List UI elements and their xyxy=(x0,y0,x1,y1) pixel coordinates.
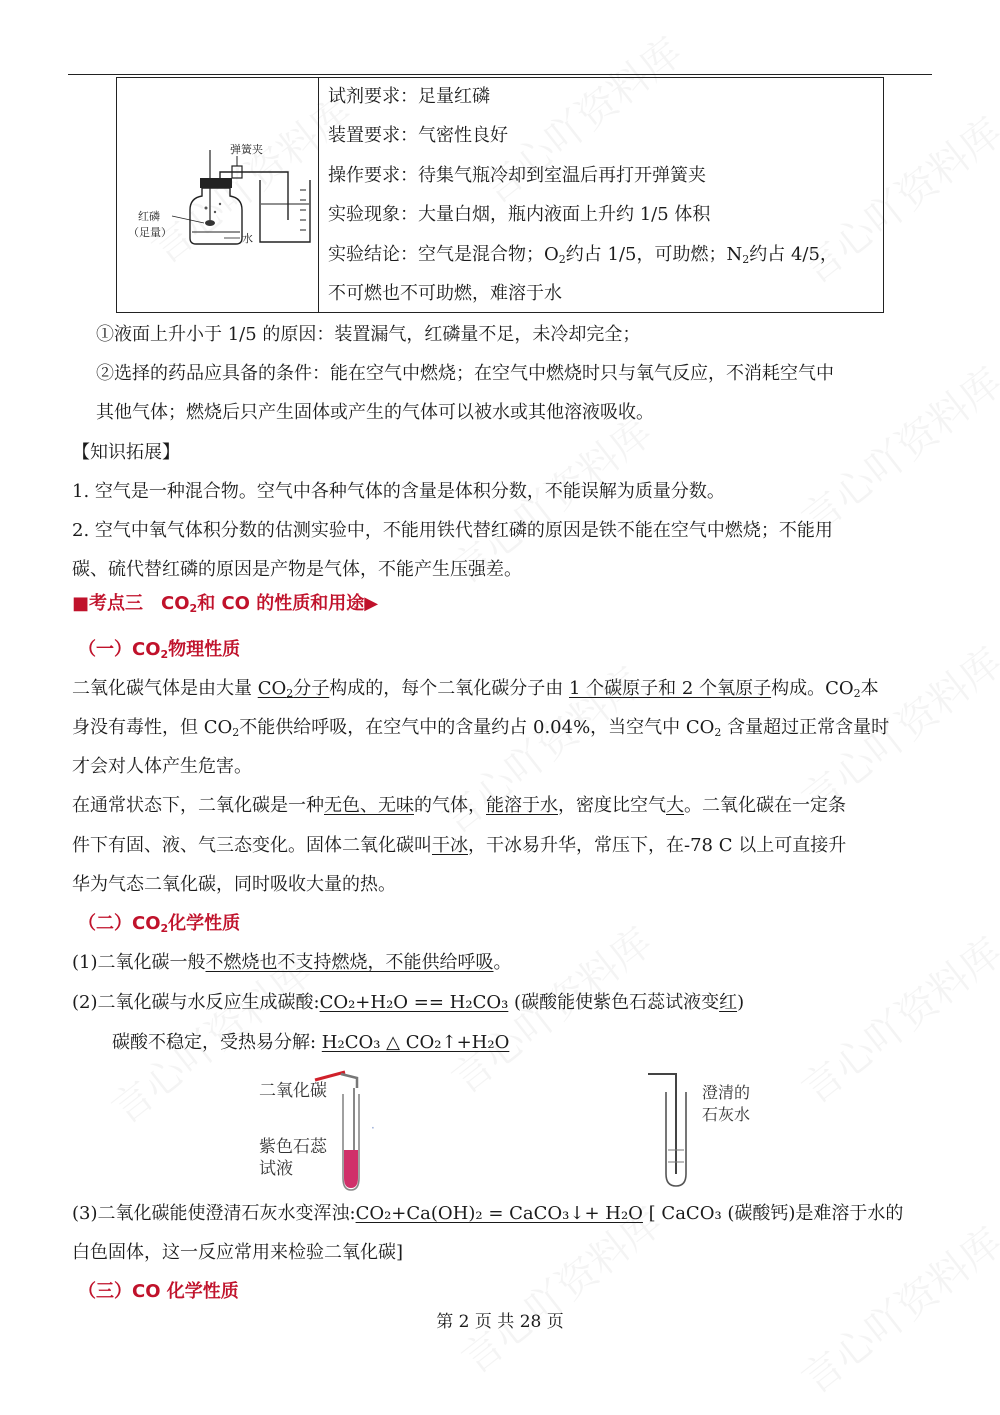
physical-para-line2: 身没有毒性，但 $CO_2$不能供给呼吸，在空气中的含量约占 0.04%，当空气中 $CO_2$ 含量超过正常含量时 xyxy=(72,717,890,739)
table-row-conclusion-cont: 不可燃也不可助燃，难溶于水 xyxy=(328,283,562,304)
table-divider xyxy=(318,77,319,313)
section-title: ■考点三 $CO_2$和 CO 的性质和用途▶ xyxy=(72,593,379,615)
note-1: ①液面上升小于 1/5 的原因：装置漏气，红磷量不足，未冷却完全； xyxy=(96,324,641,345)
table-row-reagent: 试剂要求：足量红磷 xyxy=(328,86,490,107)
physical-para2-line2: 件下有固、液、气三态变化。固体二氧化碳叫干冰，干冰易升华，常压下，在-78 C 以上可直接升 xyxy=(72,835,847,856)
knowledge-item-2-line1: 2. 空气中氧气体积分数的估测实验中，不能用铁代替红磷的原因是铁不能在空气中燃烧；不能用 xyxy=(72,520,833,541)
knowledge-heading: 【知识拓展】 xyxy=(72,442,180,463)
label-amount: （足量） xyxy=(128,226,172,239)
litmus-test-tube-figure xyxy=(255,1066,395,1196)
table-row-device: 装置要求：气密性良好 xyxy=(328,125,508,146)
physical-para2-line3: 华为气态二氧化碳，同时吸收大量的热。 xyxy=(72,874,396,895)
knowledge-item-2-line2: 碳、硫代替红磷的原因是产物是气体，不能产生压强差。 xyxy=(72,559,522,580)
chem-property-3-line2: 白色固体，这一反应常用来检验二氧化碳] xyxy=(72,1242,404,1263)
label-limewater: 石灰水 xyxy=(702,1105,751,1124)
physical-para2-line1: 在通常状态下，二氧化碳是一种无色、无味的气体，能溶于水，密度比空气大。二氧化碳在一定条 xyxy=(72,795,846,816)
subsection-physical: （一）$CO_2$物理性质 xyxy=(78,639,241,661)
label-water: 水 xyxy=(242,232,253,245)
table-row-phenomenon: 实验现象：大量白烟，瓶内液面上升约 1/5 体积 xyxy=(328,204,711,225)
label-clear: 澄清的 xyxy=(702,1083,751,1102)
chem-property-3-line1: (3)二氧化碳能使澄清石灰水变浑浊:CO₂+Ca(OH)₂ = CaCO₃↓+ H₂O [ CaCO₃ (碳酸钙)是难溶于水的 xyxy=(72,1203,904,1224)
subsection-co-chemical: （三）CO 化学性质 xyxy=(78,1281,239,1302)
chem-property-2b: 碳酸不稳定，受热易分解: H₂CO₃ △ CO₂↑+H₂O xyxy=(112,1032,510,1053)
physical-para-line1: 二氧化碳气体是由大量 $CO_2$分子构成的，每个二氧化碳分子由 1 个碳原子和 2 个氧原子构成。$CO_2$本 xyxy=(72,678,879,700)
subsection-chemical: （二）$CO_2$化学性质 xyxy=(78,913,241,935)
chem-property-2: (2)二氧化碳与水反应生成碳酸:CO₂+H₂O == H₂CO₃ (碳酸能使紫色石蕊试液变红) xyxy=(72,992,745,1013)
table-row-conclusion: 实验结论：空气是混合物；$O_2$约占 1/5，可助燃；$N_2$约占 4/5， xyxy=(328,244,838,266)
note-2-line2: 其他气体；燃烧后只产生固体或产生的气体可以被水或其他溶液吸收。 xyxy=(96,402,654,423)
watermark xyxy=(788,922,1000,1115)
physical-para-line3: 才会对人体产生危害。 xyxy=(72,756,252,777)
chem-property-1: (1)二氧化碳一般不燃烧也不支持燃烧，不能供给呼吸。 xyxy=(72,952,512,973)
svg-text:·: · xyxy=(371,1121,375,1135)
label-clamp: 弹簧夹 xyxy=(230,143,263,156)
page-footer: 第 2 页 共 28 页 xyxy=(436,1312,564,1332)
label-reagent: 试液 xyxy=(259,1159,293,1179)
header-rule xyxy=(68,74,932,75)
label-co2: 二氧化碳 xyxy=(259,1081,327,1101)
limewater-test-tube-figure xyxy=(640,1070,760,1192)
note-2-line1: ②选择的药品应具备的条件：能在空气中燃烧；在空气中燃烧时只与氧气反应，不消耗空气中 xyxy=(96,363,834,384)
label-phosphorus: 红磷 xyxy=(138,210,160,223)
table-row-operation: 操作要求：待集气瓶冷却到室温后再打开弹簧夹 xyxy=(328,165,706,186)
watermark xyxy=(788,1212,1000,1405)
knowledge-item-1: 1. 空气是一种混合物。空气中各种气体的含量是体积分数，不能误解为质量分数。 xyxy=(72,481,725,502)
red-phosphorus-apparatus-figure xyxy=(120,80,315,310)
label-litmus: 紫色石蕊 xyxy=(259,1137,327,1157)
